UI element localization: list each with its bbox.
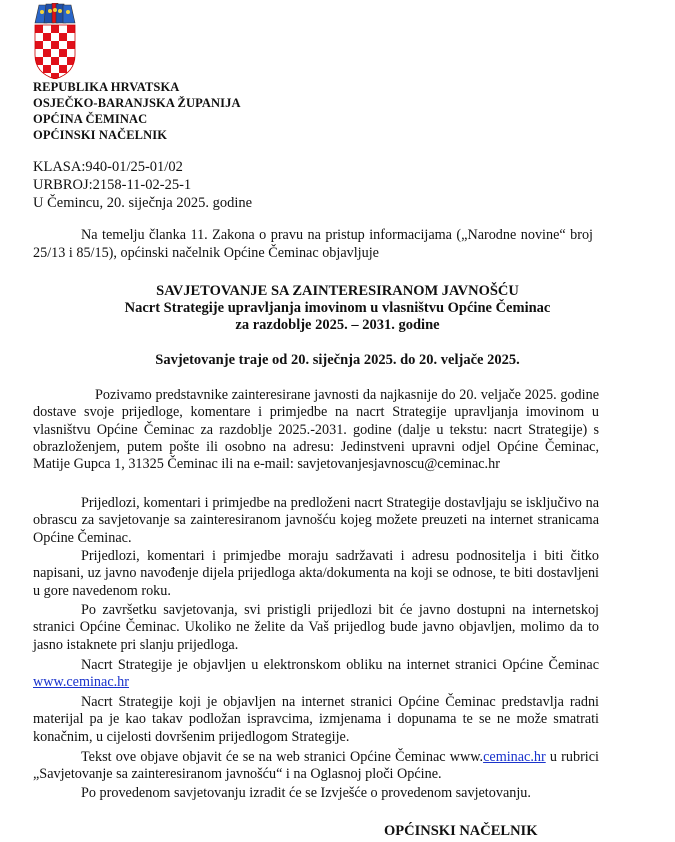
website-link[interactable]: www.ceminac.hr — [33, 674, 129, 691]
croatian-coat-of-arms-icon — [33, 3, 77, 79]
intro-paragraph: Na temelju članka 11. Zakona o pravu na pristup informacijama („Narodne novine“ broj 25/13 i 85/15), općinski načelnik Općine Čeminac objavljuje — [33, 227, 593, 261]
announcement-text-before: Tekst ove objave objavit će se na web stranici Općine Čeminac www. — [81, 749, 484, 765]
paragraph-draft-status: Nacrt Strategije koji je objavljen na internet stranici Općine Čeminac predstavlja radni materijal pa je kao takav podložan ispravcima, izmjenama i dopunama te se ne može smatrati konačnim, u cijelosti dovršenim prijedlogom Strategije. — [33, 694, 599, 745]
document-date: U Čemincu, 20. siječnja 2025. godine — [33, 195, 253, 211]
paragraph-invitation: Pozivamo predstavnike zainteresirane javnosti da najkasnije do 20. veljače 2025. godine dostave svoje prijedloge, komentare i primjedbe na nacrt Strategije upravljanja imovinom u vlasništvu Općine Čeminac za razdoblje 2025.-2031. godine (dalje u tekstu: nacrt Strategije) s obrazloženjem, putem pošte ili osobno na adresu: Jedinstveni upravni odjel Općine Čeminac, Matije Gupca 1, 31325 Čeminac ili na e-mail: savjetovanjesjavnoscu@ceminac.hr — [33, 387, 599, 473]
announcement-text-after: u rubrici „Savjetovanje sa zainteresiranom javnošću“ i na Oglasnoj ploči Općine. — [33, 749, 599, 783]
klasa-number: KLASA:940-01/25-01/02 — [33, 159, 183, 175]
document-title: SAVJETOVANJE SA ZAINTERESIRANOM JAVNOŠĆU — [156, 283, 519, 299]
header-county: OSJEČKO-BARANJSKA ŽUPANIJA — [33, 96, 241, 110]
header-municipality: OPĆINA ČEMINAC — [33, 112, 148, 126]
paragraph-requirements: Prijedlozi, komentari i primjedbe moraju sadržavati i adresu podnositelja i biti čitko napisani, uz javno navođenje dijela prijedloga akta/dokumenta na koji se odnose, te biti dostavljeni u gore navedenom roku. — [33, 548, 599, 599]
paragraph-report: Po provedenom savjetovanju izradit će se Izvješće o provedenom savjetovanju. — [81, 785, 531, 801]
paragraph-announcement — [33, 749, 599, 784]
signature-title: OPĆINSKI NAČELNIK — [384, 823, 538, 839]
consultation-duration: Savjetovanje traje od 20. siječnja 2025. do 20. veljače 2025. — [155, 352, 520, 368]
urbroj-number: URBROJ:2158-11-02-25-1 — [33, 177, 192, 193]
document-subtitle: Nacrt Strategije upravljanja imovinom u vlasništvu Općine Čeminac — [124, 300, 551, 316]
paragraph-submission-form: Prijedlozi, komentari i primjedbe na predloženi nacrt Strategije dostavljaju se isključivo na obrascu za savjetovanje sa zainteresiranom javnošću kojeg možete preuzeti na internet stranicama Općine Čeminac. — [33, 495, 599, 546]
paragraph-publication: Po završetku savjetovanja, svi pristigli prijedlozi bit će javno dostupni na internetskoj stranici Općine Čeminac. Ukoliko ne želite da Vaš prijedlog bude javno objavljen, molimo da to jasno istaknete pri slanju prijedloga. — [33, 602, 599, 653]
header-office: OPĆINSKI NAČELNIK — [33, 128, 168, 142]
announcement-link[interactable]: ceminac.hr — [483, 749, 546, 765]
paragraph-website — [33, 657, 599, 692]
header-country: REPUBLIKA HRVATSKA — [33, 80, 180, 94]
paragraph-website-text: Nacrt Strategije je objavljen u elektronskom obliku na internet stranici Općine Čeminac — [81, 657, 599, 673]
document-period: za razdoblje 2025. – 2031. godine — [235, 317, 440, 333]
